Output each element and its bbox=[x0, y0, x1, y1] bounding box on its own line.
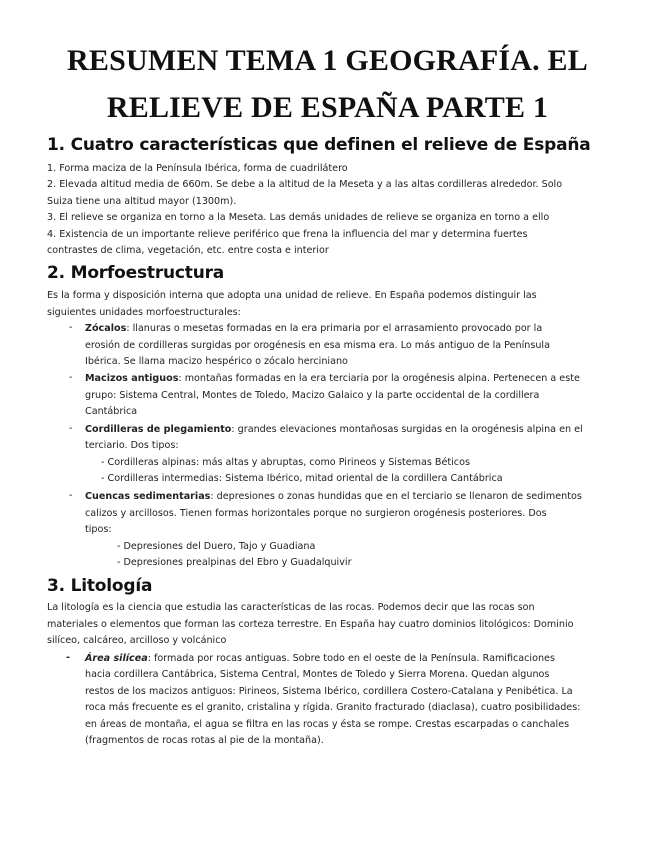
zocalos-line: erosión de cordilleras surgidas por orogénesis en esa misma era. Lo más antiguo de la Península bbox=[85, 340, 550, 351]
macizos-text: : montañas formadas en la era terciaria por la orogénesis alpina. Pertenecen a este bbox=[178, 373, 580, 384]
macizos-line: grupo: Sistema Central, Montes de Toledo, Macizo Galaico y la parte occidental de la cordillera bbox=[85, 390, 540, 401]
cordilleras-text: : grandes elevaciones montañosas surgidas en la orogénesis alpina en el bbox=[231, 424, 583, 435]
silicea-line: roca más frecuente es el granito, cristalina y rígida. Granito fracturado (diaclasa), cuatro posibilidades: bbox=[85, 702, 581, 713]
section-1-line: 4. Existencia de un importante relieve periférico que frena la influencia del mar y determina fuertes bbox=[47, 229, 528, 240]
cordilleras-item bbox=[85, 423, 583, 437]
silicea-line: hacia cordillera Cantábrica, Sistema Central, Montes de Toledo y Sierra Morena. Quedan algunos bbox=[85, 669, 550, 680]
list-dash: - bbox=[69, 372, 73, 383]
list-dash: - bbox=[69, 423, 73, 434]
zocalos-text: : llanuras o mesetas formadas en la era primaria por el arrasamiento provocado por la bbox=[126, 323, 543, 334]
cuencas-text: : depresiones o zonas hundidas que en el terciario se llenaron de sedimentos bbox=[210, 491, 582, 502]
silicea-line: (fragmentos de rocas rotas al pie de la montaña). bbox=[85, 735, 324, 746]
cuencas-term: Cuencas sedimentarias bbox=[85, 491, 211, 502]
macizos-item bbox=[85, 372, 580, 386]
document-title-line-1: RESUMEN TEMA 1 GEOGRAFÍA. EL bbox=[67, 44, 588, 77]
section-3-intro-line: La litología es la ciencia que estudia las características de las rocas. Podemos decir que las rocas son bbox=[47, 602, 535, 613]
cuencas-sub-item: - Depresiones del Duero, Tajo y Guadiana bbox=[117, 541, 316, 552]
section-3-intro-line: materiales o elementos que forman las corteza terrestre. En España hay cuatro dominios litológicos: Dominio bbox=[47, 619, 574, 630]
zocalos-term: Zócalos bbox=[85, 323, 127, 334]
silicea-line: restos de los macizos antiguos: Pirineos, Sistema Ibérico, cordillera Costero-Catalana y Penibética. La bbox=[85, 686, 573, 697]
cuencas-line: tipos: bbox=[85, 524, 112, 535]
list-dash: - bbox=[69, 490, 73, 501]
cordilleras-term: Cordilleras de plegamiento bbox=[85, 424, 232, 435]
list-bullet: - bbox=[66, 652, 70, 663]
cuencas-item bbox=[85, 490, 582, 504]
section-1-line: 1. Forma maciza de la Península Ibérica, forma de cuadrilátero bbox=[47, 163, 348, 174]
macizos-line: Cantábrica bbox=[85, 406, 138, 417]
cordilleras-sub-item: - Cordilleras alpinas: más altas y abruptas, como Pirineos y Sistemas Béticos bbox=[101, 457, 470, 468]
silicea-text: : formada por rocas antiguas. Sobre todo en el oeste de la Península. Ramificaciones bbox=[147, 653, 555, 664]
silicea-line: en áreas de montaña, el agua se filtra en las rocas y ésta se rompe. Crestas escarpadas o canchales bbox=[85, 719, 570, 730]
list-dash: - bbox=[69, 322, 73, 333]
silicea-term: Área silícea bbox=[85, 653, 148, 664]
section-1-line: contrastes de clima, vegetación, etc. entre costa e interior bbox=[47, 245, 329, 256]
section-1-line: 2. Elevada altitud media de 660m. Se debe a la altitud de la Meseta y a las altas cordilleras alrededor. Solo bbox=[47, 179, 563, 190]
macizos-term: Macizos antiguos bbox=[85, 373, 179, 384]
zocalos-item bbox=[85, 322, 542, 336]
silicea-item bbox=[85, 652, 555, 666]
document-title-line-2: RELIEVE DE ESPAÑA PARTE 1 bbox=[106, 91, 549, 124]
section-1-line: Suiza tiene una altitud mayor (1300m). bbox=[47, 196, 237, 207]
section-1-heading: 1. Cuatro características que definen el relieve de España bbox=[47, 135, 591, 155]
cordilleras-sub-item: - Cordilleras intermedias: Sistema Ibérico, mitad oriental de la cordillera Cantábrica bbox=[101, 473, 503, 484]
section-2-intro-line: siguientes unidades morfoestructurales: bbox=[47, 307, 241, 318]
section-1-line: 3. El relieve se organiza en torno a la Meseta. Las demás unidades de relieve se organiza en torno a ello bbox=[47, 212, 550, 223]
section-3-heading: 3. Litología bbox=[47, 576, 153, 596]
section-3-intro-line: silíceo, calcáreo, arcilloso y volcánico bbox=[47, 635, 227, 646]
cuencas-line: calizos y arcillosos. Tienen formas horizontales porque no surgieron orogénesis posteriores. Dos bbox=[85, 508, 547, 519]
cordilleras-line: terciario. Dos tipos: bbox=[85, 440, 179, 451]
zocalos-line: Ibérica. Se llama macizo hespérico o zócalo herciniano bbox=[85, 356, 348, 367]
section-2-intro-line: Es la forma y disposición interna que adopta una unidad de relieve. En España podemos distinguir las bbox=[47, 290, 537, 301]
cuencas-sub-item: - Depresiones prealpinas del Ebro y Guadalquivir bbox=[117, 557, 352, 568]
section-2-heading: 2. Morfoestructura bbox=[47, 263, 225, 283]
